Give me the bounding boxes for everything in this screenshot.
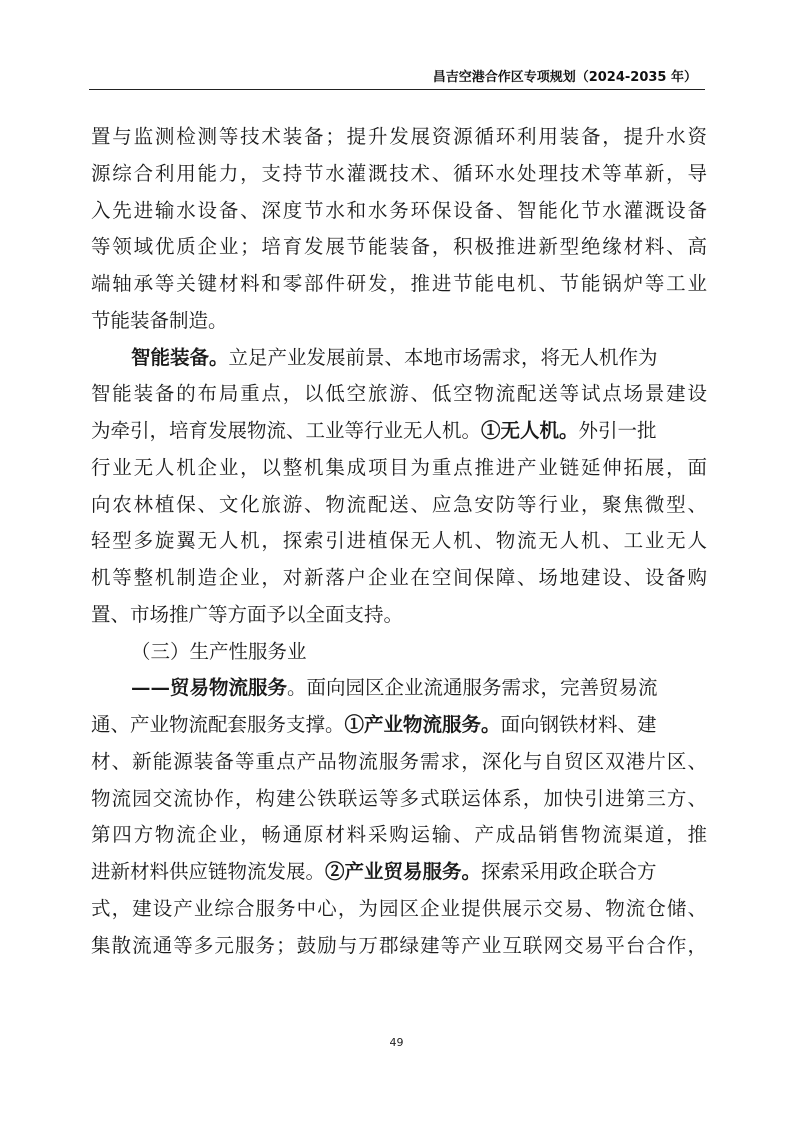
body-line: 式，建设产业综合服务中心，为园区企业提供展示交易、物流仓储、 [91,896,707,920]
body-line [91,413,707,450]
heading-intelligent-equipment: 智能装备。 [131,345,229,369]
heading-industrial-logistics: ①产业物流服务。 [344,713,501,736]
body-text-span: 面向钢铁材料、建 [500,713,657,736]
body-line: 等领域优质企业；培育发展节能装备，积极推进新型绝缘材料、高 [91,235,707,259]
body-text-span: 立足产业发展前景、本地市场需求，将无人机作为 [228,345,658,369]
body-line: 向农林植保、文化旅游、物流配送、应急安防等行业，聚焦微型、 [91,492,707,516]
body-line: 集散流通等多元服务；鼓励与万郡绿建等产业互联网交易平台合作， [91,933,707,957]
body-text-span: 探索采用政企联合方 [481,860,657,883]
body-line: 机等整机制造企业，对新落户企业在空间保障、场地建设、设备购 [91,566,707,589]
paragraph-trade-logistics [91,670,707,707]
running-header-title: 昌吉空港合作区专项规划（2024-2035 年） [432,70,697,85]
body-line: 行业无人机企业，以整机集成项目为重点推进产业链延伸拓展，面 [91,455,707,479]
paragraph-intelligent-equipment [91,340,707,377]
body-line: 材、新能源装备等重点产品物流服务需求，深化与自贸区双港片区、 [91,749,707,773]
body-line: 轻型多旋翼无人机，探索引进植保无人机、物流无人机、工业无人 [91,529,707,553]
heading-trade-logistics: ——贸易物流服务 [131,676,288,700]
header-rule [89,89,705,90]
heading-drone: ①无人机。 [481,419,579,442]
section-heading-producer-services: （三）生产性服务业 [131,639,307,663]
body-line: 置、市场推广等方面予以全面支持。 [91,602,404,626]
body-text-span: 为牵引，培育发展物流、工业等行业无人机。 [91,419,482,442]
body-line: 节能装备制造。 [91,308,228,332]
body-text-span: 。面向园区企业流通服务需求，完善贸易流 [287,676,658,700]
body-line: 入先进输水设备、深度节水和水务环保设备、智能化节水灌溉设备 [91,198,707,222]
body-text-span: 通、产业物流配套服务支撑。 [91,713,345,736]
body-line: 第四方物流企业，畅通原材料采购运输、产成品销售物流渠道，推 [91,823,707,847]
body-line: 置与监测检测等技术装备；提升发展资源循环利用装备，提升水资 [91,125,707,148]
body-line: 智能装备的布局重点，以低空旅游、低空物流配送等试点场景建设 [91,382,707,406]
page-number: 49 [389,1036,404,1049]
body-line: 端轴承等关键材料和零部件研发，推进节能电机、节能锅炉等工业 [91,272,707,295]
body-line: 物流园交流协作，构建公铁联运等多式联运体系，加快引进第三方、 [91,786,707,810]
body-text [91,119,707,964]
body-line: 源综合利用能力，支持节水灌溉技术、循环水处理技术等革新，导 [91,161,707,185]
body-line [91,854,707,891]
body-line [91,707,707,744]
heading-industrial-trade: ②产业贸易服务。 [325,860,482,883]
body-text-span: 外引一批 [578,419,657,442]
body-text-span: 进新材料供应链物流发展。 [91,860,326,883]
